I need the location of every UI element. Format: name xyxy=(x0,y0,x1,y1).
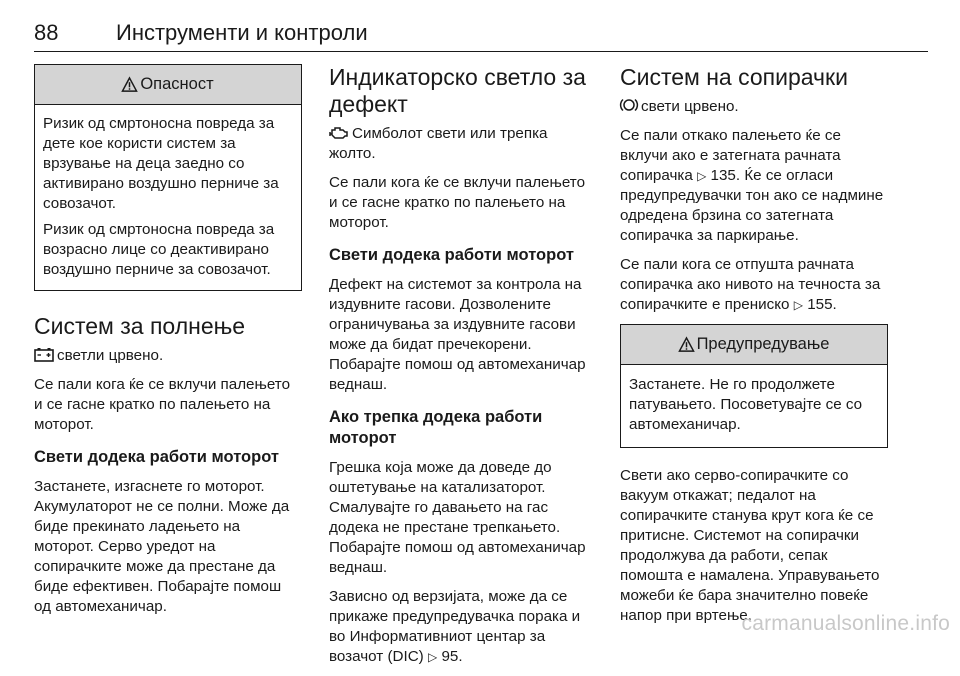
brake-para-2-ref[interactable]: 155. xyxy=(807,296,837,313)
malfunction-para-3: Грешка која може да доведе до оштетување на катализаторот. Смалувајте го давањето на гас додека не престане трепкањето. Побарајте помош од автомеханичар веднаш. xyxy=(329,459,586,576)
brake-para-2 xyxy=(620,255,888,315)
column-2 xyxy=(329,64,597,676)
malfunction-para-2: Дефект на системот за контрола на издувните гасови. Дозволените ограничувања за издувните гасови може да бидат пречекорени. Побарајте помош од автомеханичар веднаш. xyxy=(329,276,586,393)
warning-box-header xyxy=(621,325,887,365)
malfunction-para-1: Се пали кога ќе се вклучи палењето и се гасне кратко по палењето на моторот. xyxy=(329,174,586,231)
warning-triangle-icon xyxy=(122,77,137,92)
brake-para-1 xyxy=(620,126,888,246)
warning-triangle-icon xyxy=(679,337,694,352)
brake-para-2-text: Се пали кога се отпушта рачната сопирачка ако нивото на течноста за сопирачките е прениско xyxy=(620,256,881,313)
page-ref-icon: ▷ xyxy=(427,650,438,664)
malfunction-icon-line xyxy=(329,124,597,164)
page-ref-icon: ▷ xyxy=(793,298,803,312)
malfunction-light-heading: Индикаторско светло за дефект xyxy=(329,64,586,117)
charging-system-heading: Систем за полнење xyxy=(34,313,246,339)
brake-system-heading: Систем на сопирачки xyxy=(620,64,848,90)
warning-box-title: Предупредување xyxy=(696,335,830,353)
engine-icon xyxy=(329,125,349,140)
brake-warning-icon xyxy=(620,97,638,113)
brake-icon-line xyxy=(620,97,888,117)
brake-para-1-ref[interactable]: 135. xyxy=(710,167,741,184)
chapter-title: Инструменти и контроли xyxy=(116,20,368,45)
malfunction-para-4-ref[interactable]: 95. xyxy=(441,648,463,665)
malfunction-icon-text: Симболот свети или трепка жолто. xyxy=(329,125,548,162)
battery-icon xyxy=(34,347,54,362)
danger-box xyxy=(34,64,302,291)
page-header xyxy=(34,16,928,52)
charging-subheading: Свети додека работи моторот xyxy=(34,448,279,466)
column-3 xyxy=(620,64,888,635)
watermark: carmanualsonline.info xyxy=(741,612,950,635)
charging-para-1: Се пали кога ќе се вклучи палењето и се гасне кратко по палењето на моторот. xyxy=(34,376,291,433)
page-ref-icon: ▷ xyxy=(697,169,707,183)
warning-box xyxy=(620,324,888,448)
malfunction-sub-1: Свети додека работи моторот xyxy=(329,246,574,264)
brake-icon-text: свети црвено. xyxy=(641,98,739,115)
brake-para-3: Свети ако серво-сопирачките со вакуум откажат; педалот на сопирачките станува крут кога ќе се притисне. Системот на сопирачки продолжува да работи, сепак помошта е намалена. Управувањето можеби ќе бара значително повеќе напор при вртење. xyxy=(620,467,880,624)
danger-para-1: Ризик од смртоносна повреда за дете кое користи систем за врзување на деца заедно со активирано воздушно перниче за совозачот. xyxy=(43,115,279,212)
charging-icon-text: светли црвено. xyxy=(57,347,164,364)
brake-para-1-text: Се пали откако палењето ќе се вклучи ако е затегната рачната сопирачка xyxy=(620,127,841,184)
brake-para-1-tail: Ќе се огласи предупредувачки тон ако се надмине одредена брзина со затегната сопирачка за паркирање. xyxy=(620,167,884,244)
malfunction-sub-2: Ако трепка додека работи моторот xyxy=(329,408,543,447)
warning-para: Застанете. Не го продолжете патувањето. Посоветувајте се со автомеханичар. xyxy=(629,376,863,433)
page-number: 88 xyxy=(34,20,59,45)
charging-icon-line xyxy=(34,346,302,366)
charging-para-2: Застанете, изгаснете го моторот. Акумулаторот не се полни. Може да биде прекинато ладењето на моторот. Серво уредот на сопирачките може да престане да биде ефективен. Побарајте помош од автомеханичар. xyxy=(34,478,290,615)
danger-para-2: Ризик од смртоносна повреда за возрасно лице со деактивирано воздушно перниче за совозачот. xyxy=(43,221,275,278)
danger-box-title: Опасност xyxy=(140,75,214,93)
malfunction-para-4-text: Зависно од верзијата, може да се прикаже предупредувачка порака и во Информативниот центар за возачот (DIC) xyxy=(329,588,581,665)
danger-box-header xyxy=(35,65,301,105)
malfunction-para-4 xyxy=(329,587,597,667)
column-1 xyxy=(34,64,302,626)
